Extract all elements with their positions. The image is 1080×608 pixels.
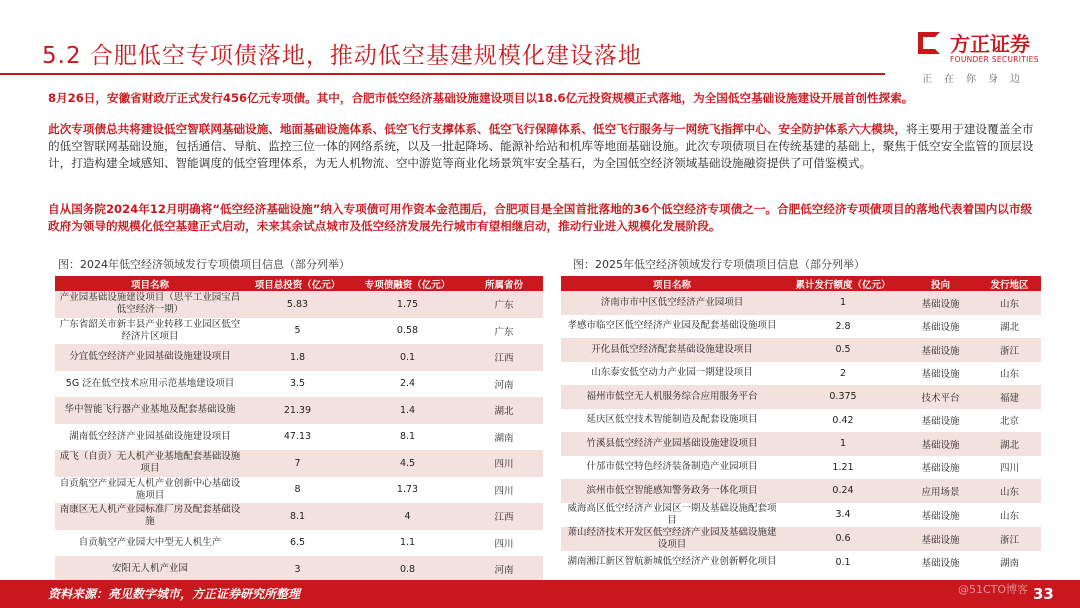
table-row bbox=[55, 477, 543, 504]
footer-source: 资料来源：亮见数字城市，方正证券研究所整理 bbox=[48, 587, 301, 601]
table-2025-projects bbox=[561, 276, 1041, 574]
project-name-cell: 5G 泛在低空技术应用示范基地建设项目 bbox=[55, 371, 245, 398]
table-cell: 江西 bbox=[465, 503, 543, 530]
table-cell: 0.58 bbox=[350, 318, 465, 345]
project-name-cell: 南康区无人机产业园标准厂房及配套基础设施 bbox=[55, 503, 245, 530]
table-cell: 广东 bbox=[465, 318, 543, 345]
table-cell: 5 bbox=[245, 318, 350, 345]
table-row bbox=[55, 397, 543, 424]
table-cell: 1.75 bbox=[350, 291, 465, 318]
table-cell: 7 bbox=[245, 450, 350, 477]
table-cell: 0.1 bbox=[350, 344, 465, 371]
table-cell: 江西 bbox=[465, 344, 543, 371]
project-name-cell: 延庆区低空技术智能制造及配套设施项目 bbox=[561, 409, 783, 433]
column-header: 项目名称 bbox=[561, 276, 783, 291]
table-cell: 3.5 bbox=[245, 371, 350, 398]
table-cell: 应用场景 bbox=[903, 479, 978, 503]
table-cell: 8.1 bbox=[245, 503, 350, 530]
table-row bbox=[55, 450, 543, 477]
table-cell: 0.375 bbox=[783, 385, 903, 409]
table-row bbox=[561, 551, 1041, 575]
column-header: 项目总投资（亿元） bbox=[245, 276, 350, 291]
table-cell: 0.42 bbox=[783, 409, 903, 433]
table-cell: 基础设施 bbox=[903, 315, 978, 339]
table-row bbox=[55, 291, 543, 318]
watermark: @51CTO博客 bbox=[958, 583, 1029, 596]
table-cell: 湖北 bbox=[465, 397, 543, 424]
table-row bbox=[55, 344, 543, 371]
table-row bbox=[55, 318, 543, 345]
project-name-cell: 成飞（自贡）无人机产业基地配套基础设施项目 bbox=[55, 450, 245, 477]
table-cell: 8.1 bbox=[350, 424, 465, 451]
table-cell: 河南 bbox=[465, 371, 543, 398]
table-cell: 四川 bbox=[465, 530, 543, 557]
table-cell: 1 bbox=[783, 432, 903, 456]
table-2024-projects bbox=[55, 276, 543, 583]
table-row bbox=[55, 556, 543, 583]
project-name-cell: 分宜低空经济产业园基础设施建设项目 bbox=[55, 344, 245, 371]
column-header: 项目名称 bbox=[55, 276, 245, 291]
table-row bbox=[561, 362, 1041, 386]
page-title: 5.2 合肥低空专项债落地，推动低空基建规模化建设落地 bbox=[42, 43, 642, 69]
table-cell: 基础设施 bbox=[903, 432, 978, 456]
table-cell: 山东 bbox=[978, 291, 1041, 315]
table-cell: 8 bbox=[245, 477, 350, 504]
paragraph-outlook: 自从国务院2024年12月明确将“低空经济基础设施”纳入专项债可用作资本金范围后，合肥项目是全国首批落地的36个低空经济专项债之一。合肥低空经济专项债项目的落地代表着国内以市级政府为领导的规模化低空基建正式启动，未来其余试点城市及低空经济发展先行城市有望相继启动，推动行业进入规模化发展阶段。 bbox=[48, 202, 1033, 233]
table-row bbox=[561, 527, 1041, 551]
project-name-cell: 威海高区低空经济产业园区一期及基础设施配套项目 bbox=[561, 503, 783, 527]
table-row bbox=[561, 291, 1041, 315]
table-cell: 福建 bbox=[978, 385, 1041, 409]
table-cell: 基础设施 bbox=[903, 503, 978, 527]
table-row bbox=[561, 338, 1041, 362]
project-name-cell: 什邡市低空特色经济装备制造产业园项目 bbox=[561, 456, 783, 480]
table-cell: 0.1 bbox=[783, 551, 903, 575]
table-row bbox=[561, 315, 1041, 339]
logo-slogan: 正在你身边 bbox=[922, 74, 1032, 85]
table-cell: 山东 bbox=[978, 479, 1041, 503]
table-cell: 3.4 bbox=[783, 503, 903, 527]
table-row bbox=[55, 424, 543, 451]
table-cell: 基础设施 bbox=[903, 456, 978, 480]
project-name-cell: 萧山经济技术开发区低空经济产业园及基础设施建设项目 bbox=[561, 527, 783, 551]
paragraph-intro: 8月26日，安徽省财政厅正式发行456亿元专项债。其中，合肥市低空经济基础设施建设项目以18.6亿元投资规模正式落地，为全国低空基础设施建设开展首创性探索。 bbox=[48, 91, 914, 105]
table-cell: 广东 bbox=[465, 291, 543, 318]
table-cell: 21.39 bbox=[245, 397, 350, 424]
table-cell: 0.6 bbox=[783, 527, 903, 551]
table-row bbox=[561, 503, 1041, 527]
table-cell: 0.5 bbox=[783, 338, 903, 362]
project-name-cell: 滨州市低空智能感知警务政务一体化项目 bbox=[561, 479, 783, 503]
project-name-cell: 湖南湘江新区智航新城低空经济产业创新孵化项目 bbox=[561, 551, 783, 575]
table-row bbox=[55, 530, 543, 557]
table-right-caption: 图：2025年低空经济领域发行专项债项目信息（部分列举） bbox=[573, 258, 865, 271]
logo-mark-icon bbox=[918, 32, 940, 54]
table-cell: 1 bbox=[783, 291, 903, 315]
table-cell: 1.21 bbox=[783, 456, 903, 480]
table-cell: 基础设施 bbox=[903, 291, 978, 315]
project-name-cell: 福州市低空无人机服务综合应用服务平台 bbox=[561, 385, 783, 409]
table-cell: 山东 bbox=[978, 362, 1041, 386]
table-cell: 基础设施 bbox=[903, 527, 978, 551]
table-cell: 山东 bbox=[978, 503, 1041, 527]
table-row bbox=[561, 479, 1041, 503]
table-header-row bbox=[561, 276, 1041, 291]
footer-bar bbox=[0, 580, 1080, 608]
table-cell: 浙江 bbox=[978, 338, 1041, 362]
project-name-cell: 自贡航空产业园无人机产业创新中心基础设施项目 bbox=[55, 477, 245, 504]
company-logo bbox=[918, 30, 1058, 92]
logo-name: 方正证券 bbox=[950, 32, 1030, 56]
table-cell: 4 bbox=[350, 503, 465, 530]
table-cell: 6.5 bbox=[245, 530, 350, 557]
project-name-cell: 安阳无人机产业园 bbox=[55, 556, 245, 583]
table-cell: 基础设施 bbox=[903, 362, 978, 386]
table-cell: 北京 bbox=[978, 409, 1041, 433]
table-row bbox=[55, 371, 543, 398]
table-cell: 5.83 bbox=[245, 291, 350, 318]
column-header: 所属省份 bbox=[465, 276, 543, 291]
table-cell: 湖北 bbox=[978, 432, 1041, 456]
table-cell: 四川 bbox=[465, 450, 543, 477]
table-cell: 河南 bbox=[465, 556, 543, 583]
header-divider bbox=[0, 73, 885, 75]
table-cell: 1.4 bbox=[350, 397, 465, 424]
table-left-caption: 图：2024年低空经济领域发行专项债项目信息（部分列举） bbox=[58, 258, 350, 271]
table-cell: 基础设施 bbox=[903, 338, 978, 362]
table-row bbox=[55, 503, 543, 530]
table-cell: 浙江 bbox=[978, 527, 1041, 551]
table-row bbox=[561, 385, 1041, 409]
column-header: 发行地区 bbox=[978, 276, 1041, 291]
table-cell: 1.73 bbox=[350, 477, 465, 504]
table-row bbox=[561, 456, 1041, 480]
table-cell: 2.4 bbox=[350, 371, 465, 398]
page-number: 33 bbox=[1033, 585, 1054, 603]
paragraph-details bbox=[48, 121, 1043, 172]
column-header: 专项债融资（亿元） bbox=[350, 276, 465, 291]
project-name-cell: 广东省韶关市新丰县产业转移工业园区低空经济片区项目 bbox=[55, 318, 245, 345]
column-header: 累计发行额度（亿元） bbox=[783, 276, 903, 291]
project-name-cell: 华中智能飞行器产业基地及配套基础设施 bbox=[55, 397, 245, 424]
project-name-cell: 自贡航空产业园大中型无人机生产 bbox=[55, 530, 245, 557]
table-cell: 1.1 bbox=[350, 530, 465, 557]
project-name-cell: 济南市市中区低空经济产业园项目 bbox=[561, 291, 783, 315]
table-cell: 0.8 bbox=[350, 556, 465, 583]
logo-english-name: FOUNDER SECURITIES bbox=[950, 55, 1039, 64]
project-name-cell: 湖南低空经济产业园基础设施建设项目 bbox=[55, 424, 245, 451]
table-cell: 2.8 bbox=[783, 315, 903, 339]
column-header: 投向 bbox=[903, 276, 978, 291]
table-cell: 技术平台 bbox=[903, 385, 978, 409]
table-cell: 1.8 bbox=[245, 344, 350, 371]
table-cell: 4.5 bbox=[350, 450, 465, 477]
project-name-cell: 竹溪县低空经济产业园基础设施建设项目 bbox=[561, 432, 783, 456]
table-cell: 基础设施 bbox=[903, 551, 978, 575]
paragraph-details-body: 将主要用于建设覆盖全市的低空智联网基础设施，包括通信、导航、监控三位一体的网络系统，以及一批起降场、能源补给站和机库等地面基础设施。此次专项债项目在传统基建的基础上，聚焦于低空安全监管的顶层设计，打造构建全域感知、智能调度的低空管理体系，为无人机物流、空中游览等商业化场景筑牢安全基石，为全国低空经济领域基础设施融资提供了可借鉴模式。 bbox=[48, 122, 1034, 170]
project-name-cell: 孝感市临空区低空经济产业园及配套基础设施项目 bbox=[561, 315, 783, 339]
table-cell: 湖南 bbox=[465, 424, 543, 451]
table-header-row bbox=[55, 276, 543, 291]
table-cell: 四川 bbox=[465, 477, 543, 504]
table-cell: 四川 bbox=[978, 456, 1041, 480]
project-name-cell: 产业园基础设施建设项目（思平工业园宝昌低空经济一期） bbox=[55, 291, 245, 318]
table-cell: 3 bbox=[245, 556, 350, 583]
table-cell: 湖南 bbox=[978, 551, 1041, 575]
table-cell: 湖北 bbox=[978, 315, 1041, 339]
project-name-cell: 山东泰安低空动力产业园一期建设项目 bbox=[561, 362, 783, 386]
project-name-cell: 开化县低空经济配套基础设施建设项目 bbox=[561, 338, 783, 362]
table-cell: 0.24 bbox=[783, 479, 903, 503]
table-row bbox=[561, 432, 1041, 456]
paragraph-details-highlight: 此次专项债总共将建设低空智联网基础设施、地面基础设施体系、低空飞行支撑体系、低空飞行保障体系、低空飞行服务与一网统飞指挥中心、安全防护体系六大模块， bbox=[48, 122, 906, 136]
table-cell: 47.13 bbox=[245, 424, 350, 451]
table-cell: 基础设施 bbox=[903, 409, 978, 433]
table-cell: 2 bbox=[783, 362, 903, 386]
table-row bbox=[561, 409, 1041, 433]
